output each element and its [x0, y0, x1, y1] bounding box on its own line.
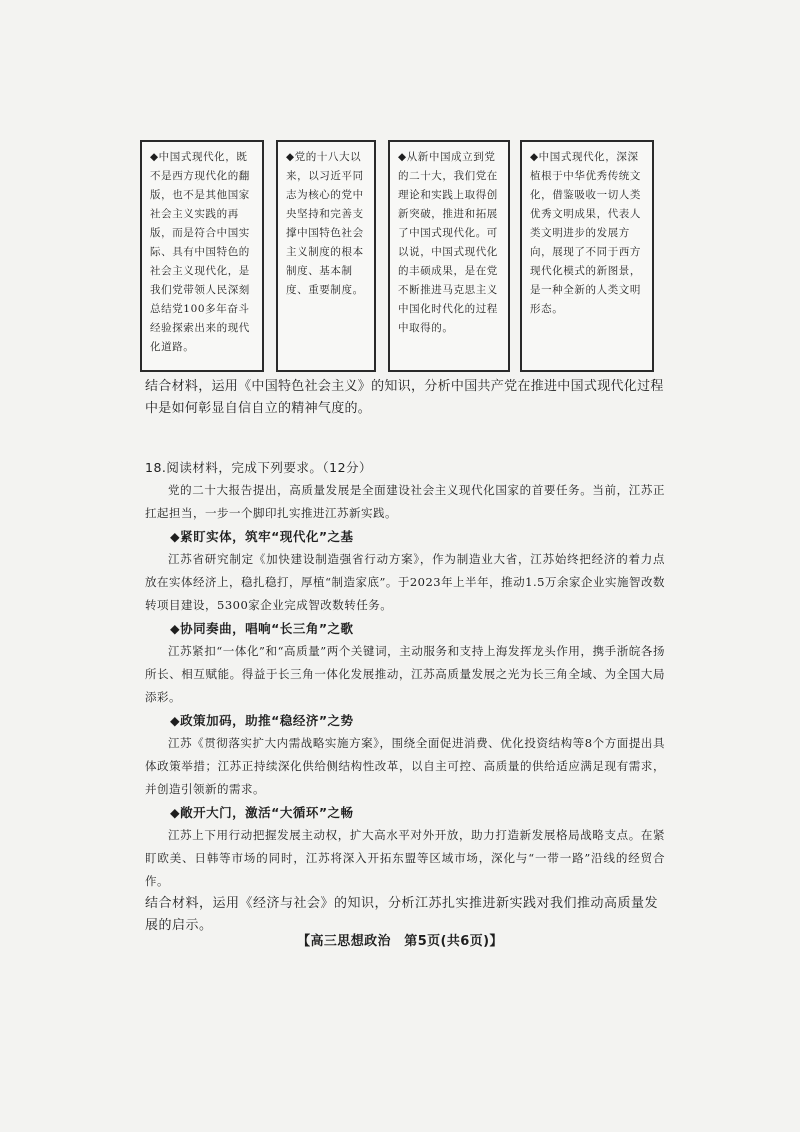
q18-section-3-text: 江苏《贯彻落实扩大内需战略实施方案》，围绕全面促进消费、优化投资结构等8个方面提出具体政策举措；江苏正持续深化供给侧结构性改革，以自主可控、高质量的供给适应满足现有需求，并创造引领新的需求。 [145, 736, 665, 796]
q17-question: 结合材料，运用《中国特色社会主义》的知识，分析中国共产党在推进中国式现代化过程中是如何彰显自信自立的精神气度的。 [145, 379, 664, 416]
q18-title: 18.阅读材料，完成下列要求。（12分） [145, 460, 373, 475]
q18-question: 结合材料，运用《经济与社会》的知识，分析江苏扎实推进新实践对我们推动高质量发展的启示。 [145, 896, 659, 933]
material-card-4: ◆中国式现代化，深深植根于中华优秀传统文化，借鉴吸收一切人类优秀文明成果，代表人类文明进步的发展方向，展现了不同于西方现代化模式的新图景，是一种全新的人类文明形态。 [520, 140, 654, 372]
material-cards [140, 140, 660, 372]
q18-section-2-text: 江苏紧扣“一体化”和“高质量”两个关键词，主动服务和支持上海发挥龙头作用，携手浙皖各扬所长、相互赋能。得益于长三角一体化发展推动，江苏高质量发展之光为长三角全域、为全国大局添彩。 [145, 644, 665, 704]
q18-section-3-heading: ◆政策加码，助推“稳经济”之势 [170, 713, 354, 728]
q18-intro: 党的二十大报告提出，高质量发展是全面建设社会主义现代化国家的首要任务。当前，江苏正扛起担当，一步一个脚印扎实推进江苏新实践。 [145, 483, 665, 520]
material-card-3: ◆从新中国成立到党的二十大，我们党在理论和实践上取得创新突破，推进和拓展了中国式现代化。可以说，中国式现代化的丰硕成果，是在党不断推进马克思主义中国化时代化的过程中取得的。 [388, 140, 510, 372]
question-18 [145, 456, 665, 937]
material-card-1: ◆中国式现代化，既不是西方现代化的翻版，也不是其他国家社会主义实践的再版，而是符合中国实际、具有中国特色的社会主义现代化，是我们党带领人民深刻总结党100多年奋斗经验探索出来的现代化道路。 [140, 140, 264, 372]
page-footer: 【高三思想政治 第5页(共6页)】 [297, 934, 503, 949]
q18-section-1-heading: ◆紧盯实体，筑牢“现代化”之基 [170, 529, 354, 544]
q18-section-4-text: 江苏上下用行动把握发展主动权，扩大高水平对外开放，助力打造新发展格局战略支点。在紧盯欧美、日韩等市场的同时，江苏将深入开拓东盟等区域市场，深化与“一带一路”沿线的经贸合作。 [145, 828, 665, 888]
q18-section-2-heading: ◆协同奏曲，唱响“长三角”之歌 [170, 621, 354, 636]
q18-section-1-text: 江苏省研究制定《加快建设制造强省行动方案》，作为制造业大省，江苏始终把经济的着力点放在实体经济上，稳扎稳打，厚植“制造家底”。于2023年上半年，推动1.5万余家企业实施智改数转项目建设，5300家企业完成智改数转任务。 [145, 552, 665, 612]
q18-section-4-heading: ◆敞开大门，激活“大循环”之畅 [170, 805, 354, 820]
material-card-2: ◆党的十八大以来，以习近平同志为核心的党中央坚持和完善支撑中国特色社会主义制度的根本制度、基本制度、重要制度。 [276, 140, 376, 372]
